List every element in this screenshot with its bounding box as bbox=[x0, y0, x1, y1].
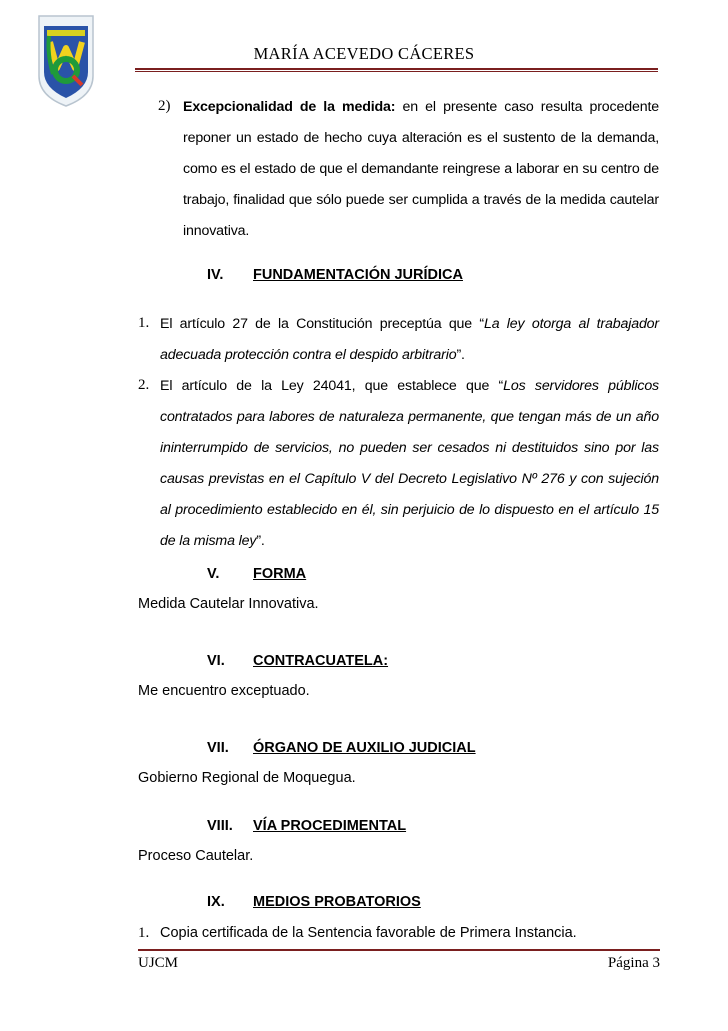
section-number: VIII. bbox=[207, 818, 233, 834]
legal-paragraph bbox=[160, 371, 659, 557]
legal-text-end: ”. bbox=[456, 347, 465, 363]
evidence-item: Copia certificada de la Sentencia favorable de Primera Instancia. bbox=[160, 925, 577, 941]
section-vi-heading bbox=[207, 653, 388, 669]
section-number: IX. bbox=[207, 894, 225, 910]
section-title: FORMA bbox=[253, 566, 307, 582]
section-iv-heading bbox=[207, 267, 463, 283]
section-number: VI. bbox=[207, 653, 225, 669]
page-number: Página 3 bbox=[607, 955, 660, 971]
header-divider-thin bbox=[135, 71, 658, 72]
section-vii-heading bbox=[207, 740, 476, 756]
section-ix-heading bbox=[207, 894, 421, 910]
item-heading: Excepcionalidad de la medida: bbox=[183, 99, 396, 115]
section-number: IV. bbox=[207, 267, 224, 283]
section-title: CONTRACUATELA: bbox=[253, 653, 389, 669]
legal-number: 2. bbox=[138, 377, 150, 393]
section-number: V. bbox=[207, 566, 220, 582]
item-paragraph bbox=[183, 92, 659, 247]
legal-quote: Los servidores públicos contratados para labores de naturaleza permanente, que tengan más de un año ininterrumpido de servicios, no pueden ser cesados ni destituidos sino por las causas previstas en el Capítulo V del Decreto Legislativo Nº 276 y con sujeción al procedimiento establecido en él, sin perjuicio de lo dispuesto en el artículo 15 de la misma ley bbox=[160, 378, 659, 549]
section-viii-heading bbox=[207, 818, 406, 834]
section-v-body: Medida Cautelar Innovativa. bbox=[138, 596, 319, 612]
legal-quote: La ley otorga al trabajador adecuada protección contra el despido arbitrario bbox=[160, 316, 659, 363]
header-title: MARÍA ACEVEDO CÁCERES bbox=[253, 44, 475, 63]
legal-text-end: ”. bbox=[256, 533, 265, 549]
legal-paragraph bbox=[160, 309, 659, 371]
item-number: 2) bbox=[158, 98, 171, 114]
section-viii-body: Proceso Cautelar. bbox=[138, 848, 254, 864]
section-vii-body: Gobierno Regional de Moquegua. bbox=[138, 770, 356, 786]
section-vi-body: Me encuentro exceptuado. bbox=[138, 683, 310, 699]
section-v-heading bbox=[207, 566, 306, 582]
section-title: ÓRGANO DE AUXILIO JUDICIAL bbox=[253, 740, 476, 756]
legal-number: 1. bbox=[138, 315, 150, 331]
header-divider bbox=[135, 68, 658, 70]
footer-divider bbox=[138, 949, 660, 951]
footer-left: UJCM bbox=[138, 955, 179, 971]
section-number: VII. bbox=[207, 740, 229, 756]
legal-text: El artículo 27 de la Constitución preceptúa que “ bbox=[160, 316, 484, 332]
section-title: MEDIOS PROBATORIOS bbox=[253, 894, 421, 910]
evidence-number: 1. bbox=[138, 925, 150, 941]
section-title: VÍA PROCEDIMENTAL bbox=[253, 818, 407, 834]
section-title: FUNDAMENTACIÓN JURÍDICA bbox=[253, 267, 463, 283]
item-text: en el presente caso resulta procedente reponer un estado de hecho cuya alteración es el sustento de la demanda, como es el estado de que el demandante reingrese a laborar en su centro de trabajo, finalidad que sólo puede ser cumplida a través de la medida cautelar innovativa. bbox=[183, 99, 659, 239]
legal-text: El artículo de la Ley 24041, que establece que “ bbox=[160, 378, 504, 394]
